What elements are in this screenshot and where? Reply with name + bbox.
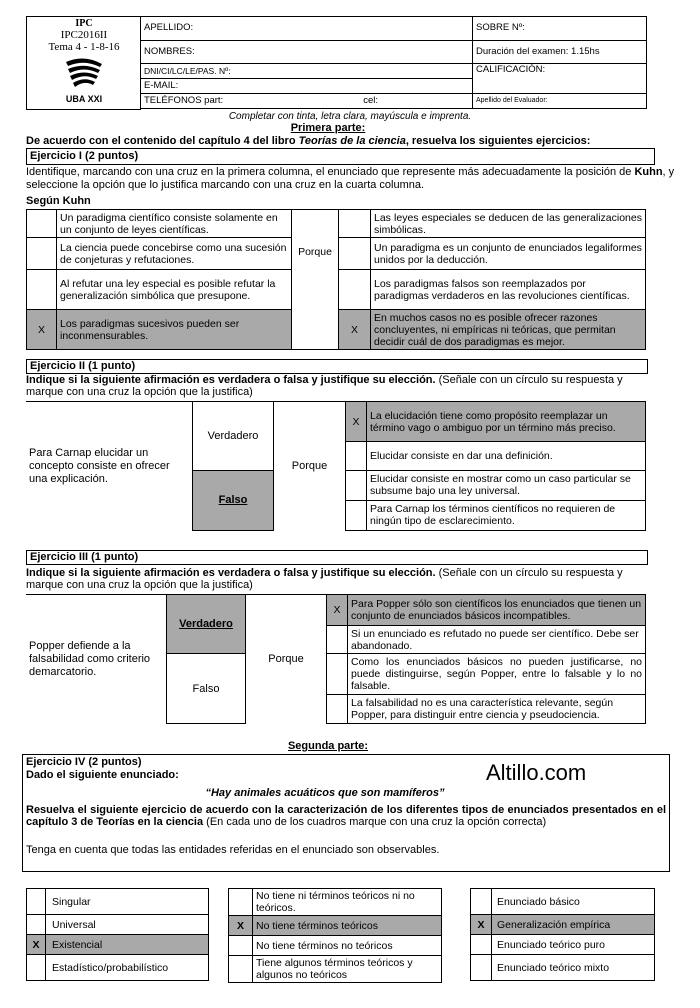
ej2-option-0: La elucidación tiene como propósito reemplazar un término vago o ambiguo por un término más preciso.	[367, 402, 646, 442]
ej1-left-mark-0[interactable]	[27, 210, 57, 238]
ej3-title: Ejercicio III (1 punto)	[26, 550, 648, 565]
evaluador-field[interactable]: Apellido del Evaluador:	[473, 94, 647, 109]
ej3-instr-b: (Señale con un círculo su respuesta y marque con una cruz la opción que la justifica)	[26, 567, 623, 591]
ej2-table	[26, 401, 646, 531]
ej3-option-mark-1[interactable]	[327, 625, 348, 654]
telefonos-label: TELÉFONOS part:	[144, 95, 224, 106]
duracion-label: Duración del examen: 1.15hs	[473, 40, 647, 64]
ej3-porque: Porque	[246, 595, 327, 724]
ej3-option-0: Para Popper sólo son científicos los enunciados que tienen un conjunto de enunciados básicos incompatibles.	[348, 595, 646, 626]
part1-intro-book: Teorías de la ciencia	[298, 135, 406, 147]
part1-intro-c: , resuelva los siguientes ejercicios:	[405, 135, 591, 147]
ej2-option-mark-3[interactable]	[346, 500, 367, 530]
course-code: IPC2016II	[60, 29, 108, 41]
telefonos-field[interactable]	[141, 94, 473, 109]
t3-mark-2[interactable]	[471, 935, 492, 955]
ej1-right-mark-2[interactable]	[339, 270, 371, 310]
t1-mark-3[interactable]	[27, 955, 46, 981]
t1-mark-2[interactable]: X	[27, 935, 46, 955]
nombres-field[interactable]: NOMBRES:	[141, 40, 473, 64]
ej2-statement: Para Carnap elucidar un concepto consiste en ofrecer una explicación.	[26, 402, 193, 531]
part2-title: Segunda parte:	[287, 740, 369, 752]
part1-intro-a: De acuerdo con el contenido del capítulo 4 del libro	[26, 135, 299, 147]
ej1-right-mark-0[interactable]	[339, 210, 371, 238]
ej1-instructions	[26, 166, 686, 192]
ej4-instructions	[26, 804, 666, 828]
ej2-option-mark-0[interactable]: X	[346, 402, 367, 442]
ej1-left-option-2: Al refutar una ley especial es posible refutar la generalización simbólica que presupone.	[57, 270, 292, 310]
ej3-option-mark-3[interactable]	[327, 695, 348, 724]
sobre-field[interactable]: SOBRE Nº:	[473, 17, 647, 41]
ej3-falso[interactable]: Falso	[167, 654, 246, 724]
ej1-porque	[292, 210, 339, 350]
ej1-text-a: Identifique, marcando con una cruz en la primera columna, el enunciado que represente más adecuadamente la posición de	[26, 166, 635, 178]
ej1-left-mark-1[interactable]	[27, 238, 57, 270]
ej4-quote: “Hay animales acuáticos que son mamíferos”	[205, 787, 445, 799]
ej4-instr-b: (En cada uno de los cuadros marque con una cruz la opción correcta)	[203, 816, 547, 828]
ej2-verdadero[interactable]: Verdadero	[193, 402, 274, 471]
tema-label: Tema 4 - 1-8-16	[48, 41, 120, 53]
ej3-option-mark-2[interactable]	[327, 654, 348, 695]
ej4-title: Ejercicio IV (2 puntos)	[26, 756, 142, 768]
ej2-porque: Porque	[274, 402, 346, 531]
email-field[interactable]: E-MAIL:	[141, 79, 473, 94]
ej2-option-mark-1[interactable]	[346, 442, 367, 470]
ej4-note: Tenga en cuenta que todas las entidades referidas en el enunciado son observables.	[26, 844, 440, 856]
segun-kuhn: Según Kuhn	[26, 195, 91, 207]
ej2-instr-a: Indique si la siguiente afirmación es verdadera o falsa y justifique su elección.	[26, 374, 436, 386]
t2-mark-0[interactable]	[229, 889, 253, 916]
ej4-watermark: Altillo.com	[486, 760, 587, 785]
logo-text: UBA XXI	[65, 94, 103, 104]
ej2-option-mark-2[interactable]	[346, 470, 367, 500]
t3-option-0: Enunciado básico	[492, 889, 655, 915]
t3-mark-0[interactable]	[471, 889, 492, 915]
ej1-left-mark-3[interactable]: X	[27, 310, 57, 350]
ej4-table-2	[228, 888, 442, 983]
t1-option-3: Estadístico/probabilístico	[46, 955, 209, 981]
t2-option-0: No tiene ni términos teóricos ni no teóricos.	[253, 889, 442, 916]
part1-intro	[26, 135, 590, 147]
t3-option-3: Enunciado teórico mixto	[492, 955, 655, 981]
ej3-instructions	[26, 567, 654, 591]
ej3-verdadero[interactable]: Verdadero	[167, 595, 246, 654]
ej3-instr-a: Indique si la siguiente afirmación es verdadera o falsa y justifique su elección.	[26, 567, 436, 579]
uba-logo-icon	[62, 56, 106, 92]
ej1-porque-label: Porque	[298, 245, 332, 258]
cel-label: cel:	[363, 95, 378, 106]
ej2-falso[interactable]: Falso	[193, 470, 274, 530]
ej1-text-c: , y seleccione la opción que lo justifica marcando con una cruz en la cuarta columna.	[26, 166, 675, 191]
t1-option-1: Universal	[46, 915, 209, 935]
t2-mark-2[interactable]	[229, 936, 253, 956]
t3-option-1: Generalización empírica	[492, 915, 655, 935]
ej1-right-option-3: En muchos casos no es posible ofrecer razones concluyentes, ni empíricas ni teóricas, que permitan decidir cuál de dos paradigmas es mejor.	[371, 310, 646, 350]
ej2-instructions	[26, 374, 654, 398]
t1-option-0: Singular	[46, 889, 209, 915]
ej4-dado: Dado el siguiente enunciado:	[26, 769, 179, 781]
ej2-option-3: Para Carnap los términos científicos no requieren de ningún tipo de esclarecimiento.	[367, 500, 646, 530]
ej1-right-option-2: Los paradigmas falsos son reemplazados por paradigmas verdaderos en las revoluciones científicas.	[371, 270, 646, 310]
ej1-table	[26, 209, 646, 350]
inst-label: IPC	[75, 18, 93, 29]
ej1-text-kuhn: Kuhn	[634, 166, 663, 178]
ej1-left-mark-2[interactable]	[27, 270, 57, 310]
t2-mark-3[interactable]	[229, 956, 253, 983]
ej3-option-mark-0[interactable]: X	[327, 595, 348, 626]
ej1-left-option-0: Un paradigma científico consiste solamente en un conjunto de leyes científicas.	[57, 210, 292, 238]
ej4-table-1	[26, 888, 209, 981]
ej3-table	[26, 594, 646, 724]
header-fields-table	[140, 16, 647, 109]
t1-mark-0[interactable]	[27, 889, 46, 915]
calificacion-field[interactable]: CALIFICACIÓN:	[473, 64, 647, 94]
apellido-field[interactable]: APELLIDO:	[141, 17, 473, 41]
t2-mark-1[interactable]: X	[229, 916, 253, 936]
ej2-option-1: Elucidar consiste en dar una definición.	[367, 442, 646, 470]
ej2-instr-b: (Señale con un círculo su respuesta y marque con una cruz la opción que la justifica)	[26, 374, 623, 398]
ej1-left-option-1: La ciencia puede concebirse como una sucesión de conjeturas y refutaciones.	[57, 238, 292, 270]
header-logo-box	[26, 16, 141, 110]
t2-option-3: Tiene algunos términos teóricos y algunos no teóricos	[253, 956, 442, 983]
ej4-instr-a: Resuelva el siguiente ejercicio de acuerdo con la caracterización de los diferentes tipos de enunciados presentados en el capítulo 3 de Teorías en la ciencia	[26, 804, 666, 828]
ej3-option-1: Si un enunciado es refutado no puede ser científico. Debe ser abandonado.	[348, 625, 646, 654]
ej4-table-3	[470, 888, 655, 981]
t3-mark-1[interactable]: X	[471, 915, 492, 935]
ej1-left-option-3: Los paradigmas sucesivos pueden ser inconmensurables.	[57, 310, 292, 350]
ej3-option-2: Como los enunciados básicos no pueden justificarse, no puede distinguirse, según Popper, entre lo falsable y lo no falsable.	[348, 654, 646, 695]
ej2-title: Ejercicio II (1 punto)	[26, 359, 648, 374]
t2-option-2: No tiene términos no teóricos	[253, 936, 442, 956]
completar-note: Completar con tinta, letra clara, mayúscula e imprenta.	[228, 111, 472, 122]
ej1-right-option-1: Un paradigma es un conjunto de enunciados legaliformes unidos por la deducción.	[371, 238, 646, 270]
t2-option-1: No tiene términos teóricos	[253, 916, 442, 936]
t3-option-2: Enunciado teórico puro	[492, 935, 655, 955]
t3-mark-3[interactable]	[471, 955, 492, 981]
t1-option-2: Existencial	[46, 935, 209, 955]
ej1-right-option-0: Las leyes especiales se deducen de las generalizaciones simbólicas.	[371, 210, 646, 238]
ej2-option-2: Elucidar consiste en mostrar como un caso particular se subsume bajo una ley universal.	[367, 470, 646, 500]
part1-title: Primera parte:	[290, 122, 366, 134]
ej1-right-mark-1[interactable]	[339, 238, 371, 270]
dni-field[interactable]: DNI/CI/LC/LE/PAS. Nº:	[141, 64, 473, 79]
ej3-statement: Popper defiende a la falsabilidad como criterio demarcatorio.	[26, 595, 167, 724]
t1-mark-1[interactable]	[27, 915, 46, 935]
ej1-right-mark-3[interactable]: X	[339, 310, 371, 350]
ej1-title: Ejercicio I (2 puntos)	[26, 148, 655, 165]
ej3-option-3: La falsabilidad no es una característica relevante, según Popper, para distinguir entre ciencia y pseudociencia.	[348, 695, 646, 724]
